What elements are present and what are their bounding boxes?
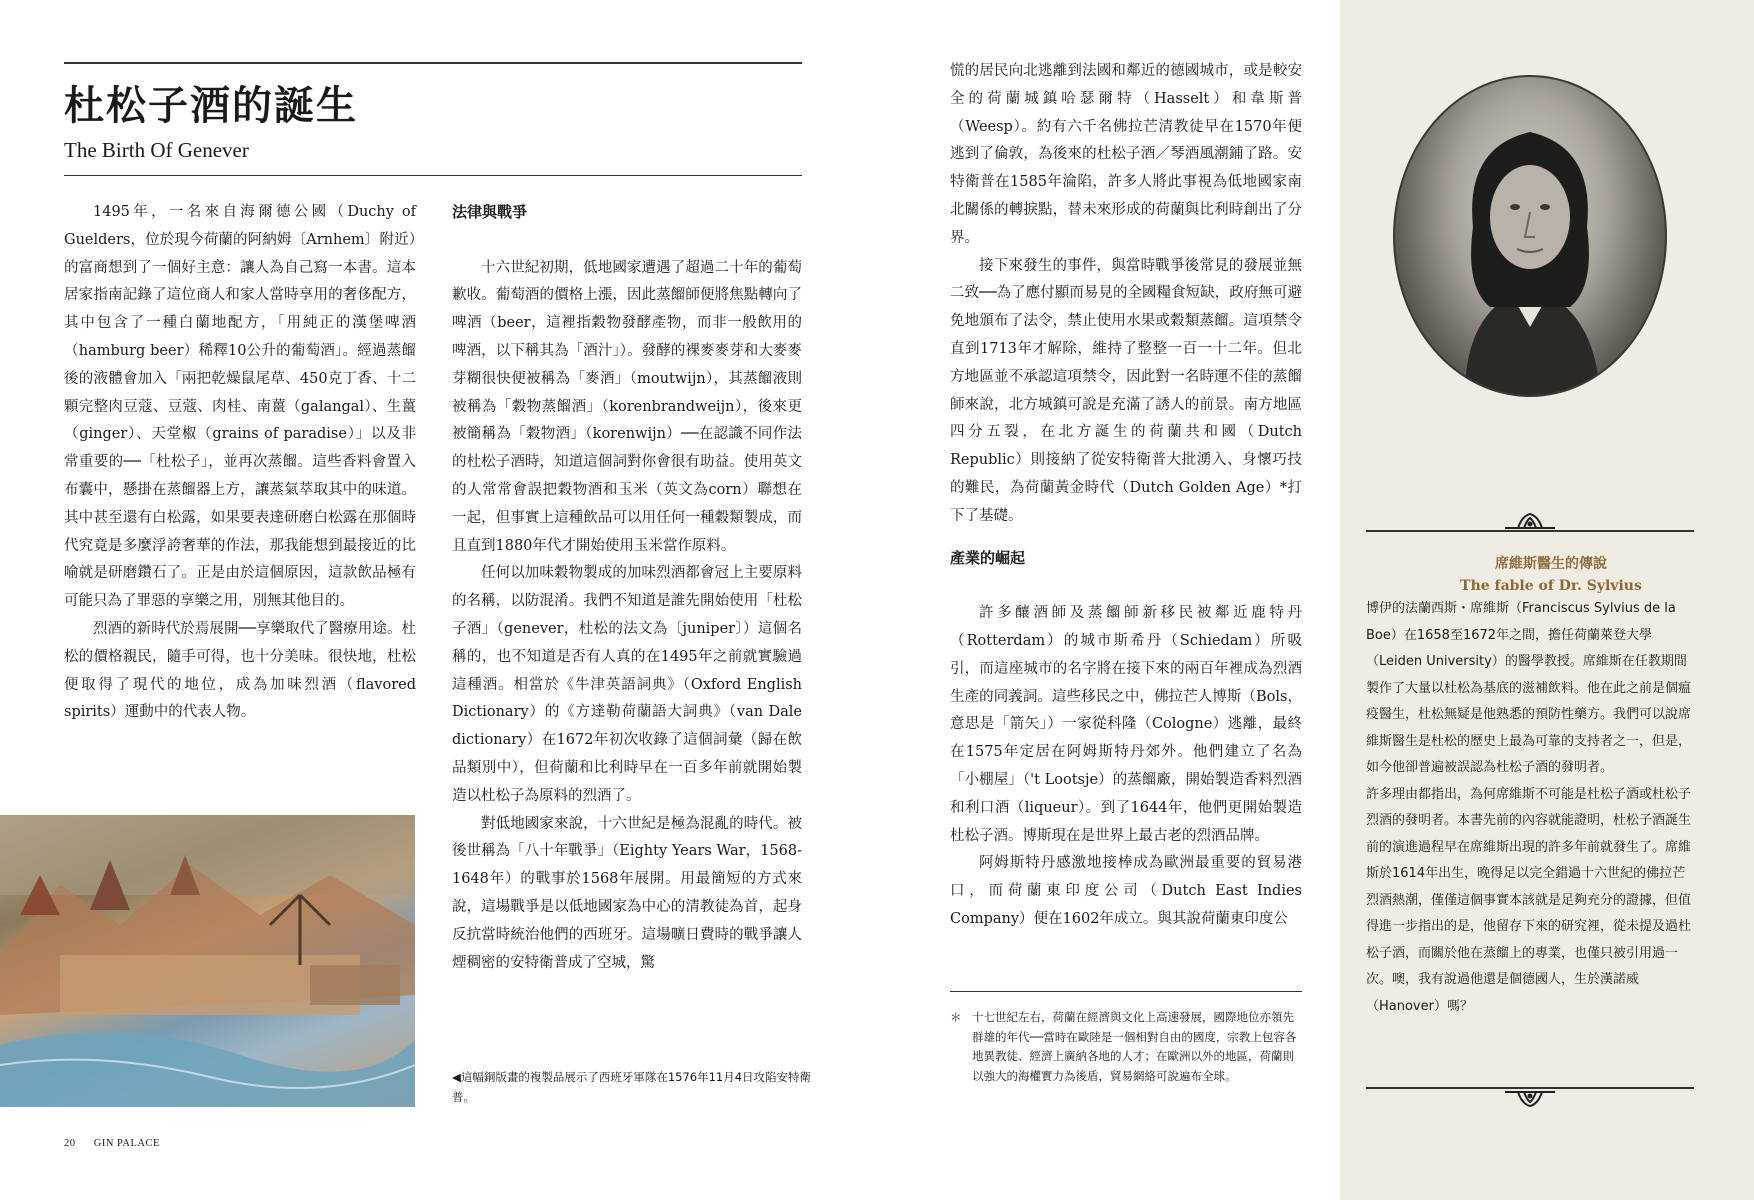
- paragraph: 對低地國家來說，十六世紀是極為混亂的時代。被後世稱為「八十年戰爭」（Eighty Years War，1568-1648年）的戰事於1568年展開。用最簡短的方式來說，這場戰爭是以低地國家為中心的清教徒為首，起身反抗當時統治他們的西班牙。這場曠日費時的戰爭讓人煙稠密的安特衛普成了空城，驚: [452, 815, 802, 971]
- paragraph: 1495年，一名來自海爾德公國（Duchy of Guelders，位於現今荷蘭的阿納姆〔Arnhem〕附近）的富商想到了一個好主意：讓人為自己寫一本書。這本居家指南記錄了這位商人和家人當時享用的奢侈配方，其中包含了一種白蘭地配方，「用純正的漢堡啤酒（hamburg beer）稀釋10公升的葡萄酒」。經過蒸餾後的液體會加入「兩把乾燥鼠尾草、450克丁香、十二顆完整肉豆蔻、豆蔻、肉桂、南薑（galangal）、生薑（ginger）、天堂椒（grains of paradise）」以及非常重要的──「杜松子」，並再次蒸餾。這些香料會置入布囊中，懸掛在蒸餾器上方，讓蒸氣萃取其中的味道。其中甚至還有白松露，如果要表達研磨白松露在那個時代究竟是多麼浮誇奢華的作法，那我能想到最接近的比喻就是研磨鑽石了。正是由於這個原因，這款飲品極有可能只為了罪惡的享樂之用，別無其他目的。: [64, 204, 416, 610]
- header-rule-bottom: [64, 175, 802, 176]
- paragraph: 烈酒的新時代於焉展開──享樂取代了醫療用途。杜松的價格親民，隨手可得，也十分美味。很快地，杜松便取得了現代的地位，成為加味烈酒（flavored spirits）運動中的代表人物。: [64, 620, 416, 721]
- folio: [64, 1138, 160, 1149]
- footnote-text: 十七世紀左右，荷蘭在經濟與文化上高速發展，國際地位亦領先群雄的年代──當時在歐陸是一個相對自由的國度，宗教上包容各地異教徒、經濟上廣納各地的人才；在歐洲以外的地區，荷蘭則以強大的海權實力為後盾，貿易網絡可說遍布全球。: [972, 1010, 1297, 1083]
- sidebar-rule-top: [1366, 530, 1694, 532]
- paragraph: 許多理由都指出，為何席維斯不可能是杜松子酒或杜松子烈酒的發明者。本書先前的內容就能證明，杜松子酒誕生前的演進過程早在席維斯出現的許多年前就發生了。席維斯於1614年出生，晚得足以完全錯過十六世紀的佛拉芒烈酒熱潮，僅僅這個事實本該就是足夠充分的證據，但值得進一步指出的是，他留存下來的研究裡，從未提及過杜松子酒，而關於他在蒸餾上的專業，也僅只被引用過一次。噢，我有說過他還是個德國人，生於漢諾威（Hanover）嗎？: [1366, 786, 1692, 1014]
- image-caption: ◀這幅銅版畫的複製品展示了西班牙軍隊在1576年11月4日攻陷安特衛普。: [452, 1070, 812, 1104]
- page-subtitle: The Birth Of Genever: [64, 138, 249, 162]
- paragraph: 慌的居民向北逃離到法國和鄰近的德國城市，或是較安全的荷蘭城鎮哈瑟爾特（Hasselt）和韋斯普（Weesp）。約有六千名佛拉芒清教徒早在1570年便逃到了倫敦，為後來的杜松子酒／琴酒風潮鋪了路。安特衛普在1585年淪陷，許多人將此事視為低地國家南北關係的轉捩點，替未來形成的荷蘭與比利時創出了分界。: [950, 63, 1302, 246]
- page-title: 杜松子酒的誕生: [64, 82, 358, 129]
- ornament-icon: [1500, 512, 1560, 530]
- paragraph: 阿姆斯特丹感激地接棒成為歐洲最重要的貿易港口，而荷蘭東印度公司（Dutch East Indies Company）便在1602年成立。與其說荷蘭東印度公: [950, 855, 1302, 927]
- column-1: [64, 199, 416, 727]
- section-heading: 產業的崛起: [950, 548, 1026, 567]
- sidebar-title-zh: 席維斯醫生的傳說: [1495, 556, 1607, 572]
- running-title: GIN PALACE: [93, 1138, 160, 1149]
- footnote-mark: ＊: [950, 1010, 962, 1024]
- sylvius-portrait-icon: [1395, 77, 1665, 395]
- spacer: [452, 227, 802, 255]
- ornament-icon: [1500, 1090, 1560, 1108]
- section-heading: 法律與戰爭: [452, 203, 528, 221]
- sidebar-box-title: [1364, 553, 1738, 597]
- spacer: [950, 572, 1302, 600]
- spacer: [950, 531, 1302, 545]
- column-2: [452, 199, 802, 977]
- paragraph: 接下來發生的事件，與當時戰爭後常見的發展並無二致──為了應付顯而易見的全國糧食短缺，政府無可避免地頒布了法令，禁止使用水果或穀類蒸餾。這項禁令直到1713年才解除，維持了整整一百一十二年。但北方地區並不承認這項禁令，因此對一名時運不佳的蒸餾師來說，北方城鎮可說是充滿了誘人的前景。南方地區四分五裂，在北方誕生的荷蘭共和國（Dutch Republic）則接納了從安特衛普大批湧入、身懷巧技的難民，為荷蘭黃金時代（Dutch Golden Age）*打下了基礎。: [950, 257, 1302, 524]
- siege-engraving-image: [0, 815, 415, 1107]
- paragraph: 許多釀酒師及蒸餾師新移民被鄰近鹿特丹（Rotterdam）的城市斯希丹（Schiedam）所吸引，而這座城市的名字將在接下來的兩百年裡成為烈酒生產的同義詞。這些移民之中，佛拉芒人博斯（Bols，意思是「箭矢」）一家從科隆（Cologne）逃離，最終在1575年定居在阿姆斯特丹郊外。他們建立了名為「小棚屋」（'t Lootsje）的蒸餾廠，開始製造香料烈酒和利口酒（liqueur）。到了1644年，他們更開始製造杜松子酒。博斯現在是世界上最古老的烈酒品牌。: [950, 605, 1302, 844]
- footnote: [950, 1008, 1302, 1086]
- sidebar-body: [1366, 596, 1694, 1020]
- sidebar-rule-bottom: [1366, 1087, 1694, 1089]
- paragraph: 博伊的法蘭西斯・席維斯（Franciscus Sylvius de la Boe）在1658至1672年之間，擔任荷蘭萊登大學（Leiden University）的醫學教授。席維斯在任教期間製作了大量以杜松為基底的滋補飲料。他在此之前是個瘟疫醫生，杜松無疑是他熟悉的預防性藥方。我們可以說席維斯醫生是杜松的歷史上最為可靠的支持者之一，但是，如今他卻普遍被誤認為杜松子酒的發明者。: [1366, 601, 1692, 775]
- sylvius-portrait-image: [1393, 75, 1667, 397]
- sidebar-title-en: The fable of Dr. Sylvius: [1460, 578, 1642, 594]
- page-number: 20: [64, 1138, 76, 1149]
- siege-engraving-icon: [0, 815, 415, 1107]
- footnote-rule: [950, 991, 1302, 992]
- header-rule-top: [64, 62, 802, 64]
- column-3: [950, 58, 1302, 934]
- paragraph: 任何以加味穀物製成的加味烈酒都會冠上主要原料的名稱，以防混淆。我們不知道是誰先開始使用「杜松子酒」（genever，杜松的法文為〔juniper〕）這個名稱的，也不知道是否有人真的在1495年之前就實驗過這種酒。相當於《牛津英語詞典》（Oxford English Dictionary）的《方達勒荷蘭語大詞典》（van Dale dictionary）在1672年初次收錄了這個詞彙（歸在飲品類別中），但荷蘭和比利時早在一百多年前就開始製造以杜松子為原料的烈酒了。: [452, 565, 802, 804]
- paragraph: 十六世紀初期，低地國家遭遇了超過二十年的葡萄歉收。葡萄酒的價格上漲，因此蒸餾師便將焦點轉向了啤酒（beer，這裡指穀物發酵產物，而非一般飲用的啤酒，以下稱其為「酒汁」）。發酵的裸麥麥芽和大麥麥芽糊很快便被稱為「麥酒」（moutwijn），其蒸餾液則被稱為「穀物蒸餾酒」（korenbrandweijn），後來更被簡稱為「穀物酒」（korenwijn）──在認識不同作法的杜松子酒時，知道這個詞對你會很有助益。使用英文的人常常會誤把穀物酒和玉米（英文為corn）聯想在一起，但事實上這種飲品可以用任何一種穀類製成，而且直到1880年代才開始使用玉米當作原料。: [452, 259, 802, 554]
